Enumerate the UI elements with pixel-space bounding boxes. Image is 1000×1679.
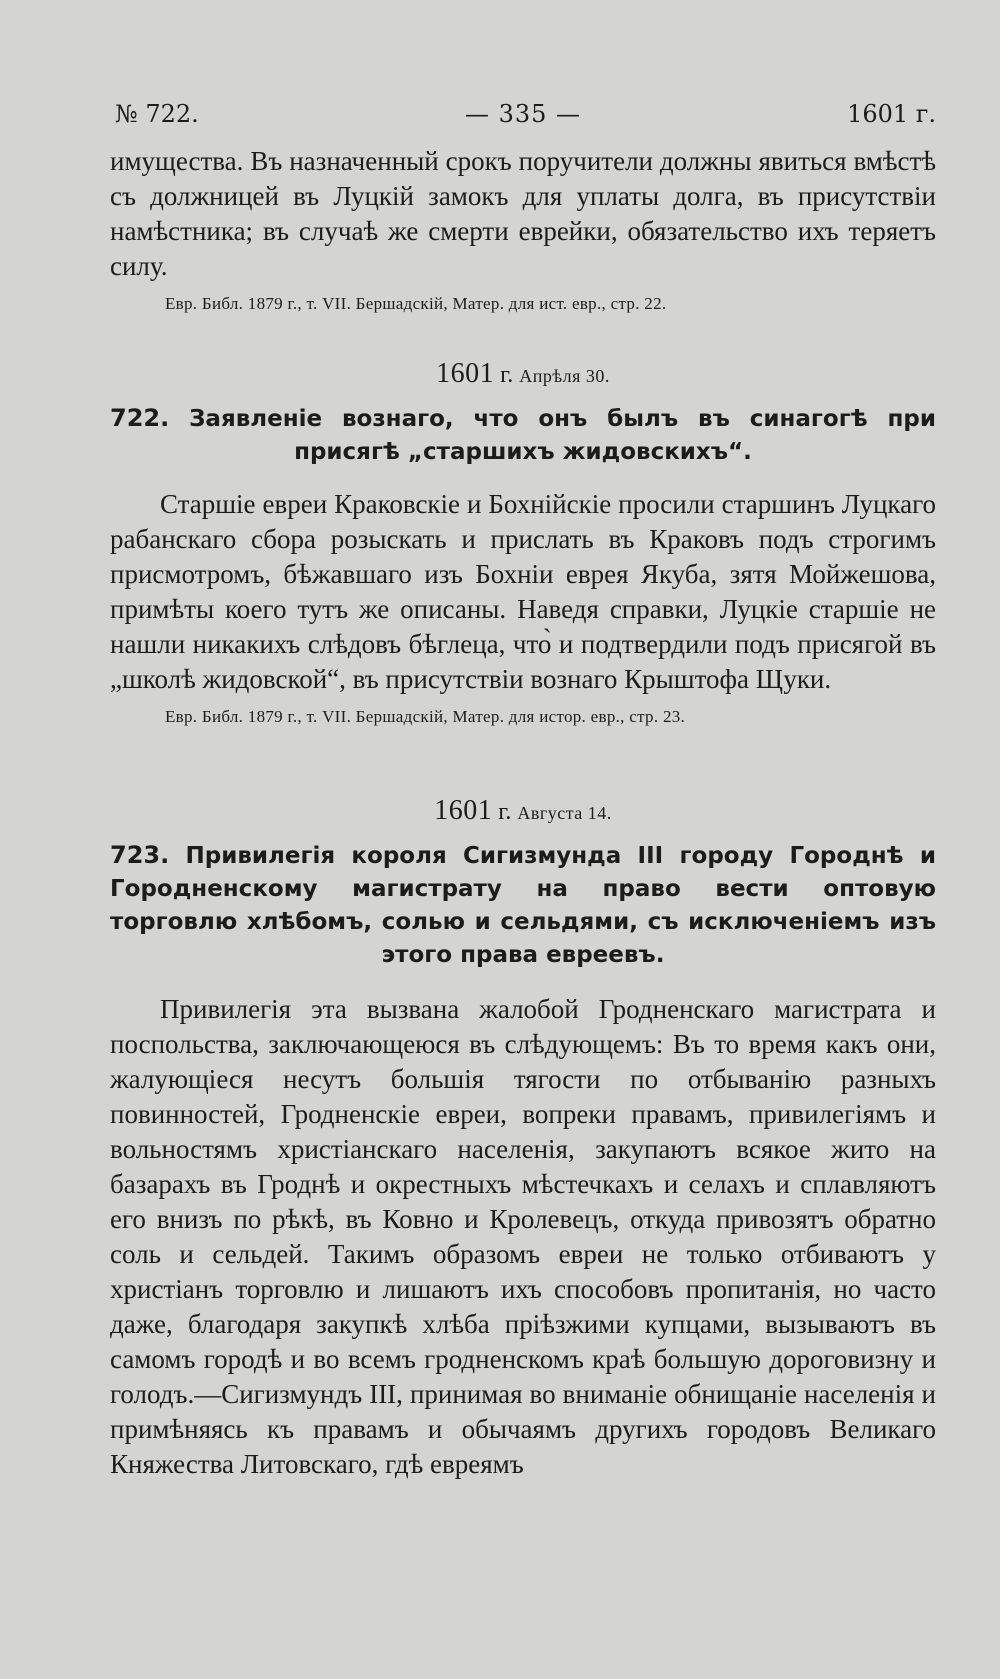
entry-body-text: Старшіе евреи Краковскіе и Бохнійскіе просили старшинъ Луцкаго рабанскаго сбора розыскать и прислать въ Краковъ подъ строгимъ присмотромъ, бѣжавшаго изъ Бохніи еврея Якуба, зятя Мойжешова, примѣты коего тутъ же описаны. Наведя справки, Луцкіе старшіе не нашли никакихъ слѣдовъ бѣглеца, что̀ и подтвердили подъ присягой въ „школѣ жидовской“, въ присутствіи вознаго Крыштофа Щуки. xyxy=(110,489,936,694)
date-day: Августа 14. xyxy=(517,803,612,823)
running-head xyxy=(110,100,936,144)
entry-title: Заявленіе вознаго, что онъ былъ въ синагогѣ при присягѣ „старшихъ жидовскихъ“. xyxy=(189,406,936,465)
document-number: № 722. xyxy=(115,100,199,128)
date-year-suffix: г. xyxy=(500,362,514,388)
date-year-suffix: г. xyxy=(498,799,512,825)
page-number: — 335 — xyxy=(464,100,582,128)
entry-number: 723. xyxy=(110,841,170,869)
source-citation: Евр. Библ. 1879 г., т. VII. Бершадскій, Матер. для ист. евр., стр. 22. xyxy=(165,294,667,313)
source-citation: Евр. Библ. 1879 г., т. VII. Бершадскій, Матер. для истор. евр., стр. 23. xyxy=(165,707,686,726)
entry-heading xyxy=(110,402,936,469)
entry-date xyxy=(110,795,936,827)
running-year: 1601 г. xyxy=(847,100,936,128)
date-day: Апрѣля 30. xyxy=(519,366,610,386)
entry-date xyxy=(110,358,936,390)
entry-heading xyxy=(110,839,936,972)
date-year: 1601 xyxy=(436,358,495,389)
entry-continuation-text: имущества. Въ назначенный срокъ поручители должны явиться вмѣстѣ съ должницей въ Луцкій замокъ для уплаты долга, въ присутствіи намѣстника; въ случаѣ же смерти еврейки, обязательство ихъ теряетъ силу. xyxy=(110,146,936,281)
date-year: 1601 xyxy=(434,795,493,826)
entry-title: Привилегія короля Сигизмунда III городу Городнѣ и Городненскому магистрату на право вести оптовую торговлю хлѣбомъ, солью и сельдями, съ исключеніемъ изъ этого права евреевъ. xyxy=(110,843,936,968)
entry-number: 722. xyxy=(110,404,170,432)
entry-body-text: Привилегія эта вызвана жалобой Гродненскаго магистрата и поспольства, заключающеюся въ слѣдующемъ: Въ то время какъ они, жалующіеся несутъ большія тягости по отбыванію разныхъ повинностей, Гродненскіе евреи, вопреки правамъ, привилегіямъ и вольностямъ христіанскаго населенія, закупаютъ всякое жито на базарахъ въ Гроднѣ и окрестныхъ мѣстечкахъ и селахъ и сплавляютъ его внизъ по рѣкѣ, въ Ковно и Кролевецъ, откуда привозятъ обратно соль и сельдей. Такимъ образомъ евреи не только отбиваютъ у христіанъ торговлю и лишаютъ ихъ способовъ пропитанія, но часто даже, благодаря закупкѣ хлѣба пріѣзжими купцами, вызываютъ въ самомъ городѣ и во всемъ гродненскомъ краѣ большую дороговизну и голодъ.—Сигизмундъ III, принимая во вниманіе обнищаніе населенія и примѣняясь къ правамъ и обычаямъ другихъ городовъ Великаго Княжества Литовскаго, гдѣ евреямъ xyxy=(110,994,936,1479)
